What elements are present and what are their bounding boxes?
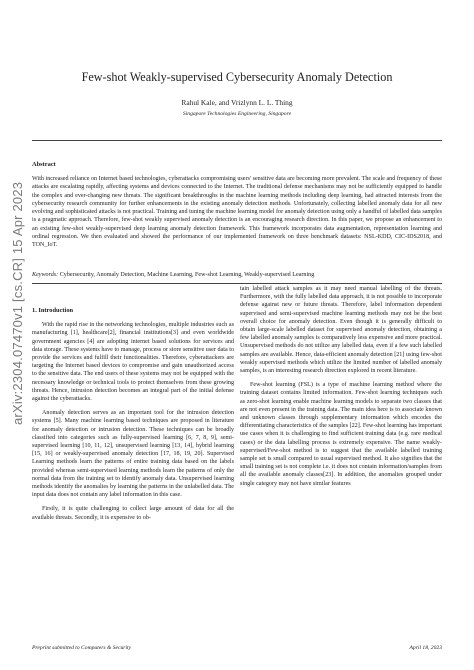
abstract-text: With increased reliance on Internet based technologies, cyberattacks compromising users' sensitive data are becoming more prevalent. The scale and frequency of these attacks are escalating rapidly, affecting systems and devices connected to the Internet. The traditional defense mechanisms may not be sufficiently equipped to handle the complex and ever-changing new threats. The significant breakthroughs in the machine learning methods including deep learning, had attracted interests from the cybersecurity research community for further enhancements in the existing anomaly detection methods. Unfortunately, collecting labelled anomaly data for all new evolving and sophisticated attacks is not practical. Training and tuning the machine learning model for anomaly detection using only a handful of labelled data samples is a pragmatic approach. Therefore, few-shot weakly supervised anomaly detection is an encouraging research direction. In this paper, we propose an enhancement to an existing few-shot weakly-supervised deep learning anomaly detection framework. This framework incorporates data augmentation, representation learning and ordinal regression. We then evaluated and showed the performance of our implemented framework on three benchmark datasets: NSL-KDD, CIC-IDS2018, and TON_IoT. (32, 176, 442, 248)
abstract-heading: Abstract (32, 161, 56, 168)
section-heading: 1. Introduction (32, 307, 74, 314)
paragraph: Few-shot learning (FSL) is a type of machine learning method where the training dataset contains limited information. Few-shot learning techniques such as zero-shot learning enable machine learning models to separate two classes that are not even present in the training data. The main idea here is to associate known and unknown classes through supplementary information which encodes the differentiating characteristics of the samples [22]. Few-shot learning has important use cases when it is challenging to find sufficient training data (e.g. rare medical cases) or the data labelling process is extremely expensive. The name weakly-supervised/Few-shot method is to suggest that the available labelled training sample set is small compared to usual supervised method. It also signifies that the small training set is not complete i.e. it does not contain information/samples from all the available anomaly classes[23]. In addition, the anomalies grouped under single category may not have similar features (240, 382, 442, 487)
arxiv-sidebar-stamp: arXiv:2304.07470v1 [cs.CR] 15 Apr 2023 (10, 181, 25, 425)
paragraph: Anomaly detection serves as an important tool for the intrusion detection systems [5]. Many machine learning based techniques are proposed in literature for anomaly detection or intrusion detection. These techniques can be broadly classified into categories such as fully-supervised learning [6, 7, 8, 9], semi-supervised learning [10, 11, 12], unsupervised learning [13, 14], hybrid learning [15, 16] or weakly-supervised anomaly detection [17, 18, 19, 20]. Supervised Learning methods learn the patterns of entire training data based on the labels provided whereas semi-supervised learning methods learn the patterns of only the normal data from the training set to identify anomaly data. Unsupervised learning methods identify the anomalies by learning the patterns in the unlabelled data. The input data does not contain any label information in this case. (32, 410, 234, 499)
keywords-text: Cybersecurity, Anomaly Detection, Machine Learning, Few-shot Learning, Weakly-supervised Learning (59, 272, 315, 278)
keywords-label: Keywords: (32, 272, 59, 278)
divider-top (32, 140, 442, 141)
keywords-line (32, 271, 442, 279)
left-column (32, 307, 234, 528)
paper-title: Few-shot Weakly-supervised Cybersecurity Anomaly Detection (81, 70, 393, 84)
paper-affiliation: Singapore Technologies Engineering, Singapore (182, 111, 292, 117)
footer-date: April 18, 2023 (409, 645, 442, 651)
paragraph: With the rapid rise in the networking technologies, multiple industries such as manufacturing [1], healthcare[2], financial institutions[3] and even worldwide government agencies [4] are adopting internet based solutions for services and data storage. These systems have to manage, process or store sensitive user data to provide the services and fulfill their functionalities. Therefore, cyberattackers are targeting the Internet based devices to compromise and gain unauthorized access to the sensitive data. The end users of these systems may not be equipped with the necessary knowledge or technical tools to protect themselves from these growing threats. Hence, intrusion detection becomes an integral part of the initial defense against the cyberattacks. (32, 322, 234, 403)
paper-authors: Rahul Kale, and Vrizlynn L. L. Thing (181, 98, 293, 107)
right-column (240, 285, 442, 494)
divider-bottom (32, 283, 442, 284)
footer-note: Preprint submitted to Computers & Security (32, 645, 132, 651)
paragraph: Firstly, it is quite challenging to collect large amount of data for all the available threats. Secondly, it is expensive to ob- (32, 506, 234, 521)
paragraph: tain labelled attack samples as it may need manual labelling of the threats. Furthermore, with the fully labelled data approach, it is not possible to incorporate defense against new or future threats. Therefore, label information dependent supervised and semi-supervised machine learning methods may not be the best overall choice for anomaly detection. Even though it is generally difficult to obtain large-scale labelled dataset for supervised anomaly detection, obtaining a few labelled anomaly samples is comparatively less expensive and more practical. Unsupervised methods do not utilize any labelled data, even if a few such labelled samples are available. Hence, data-efficient anomaly detection [21] using few-shot weakly supervised methods which utilize the limited number of labelled anomaly samples, is an interesting research direction explored in recent literature. (240, 286, 442, 375)
